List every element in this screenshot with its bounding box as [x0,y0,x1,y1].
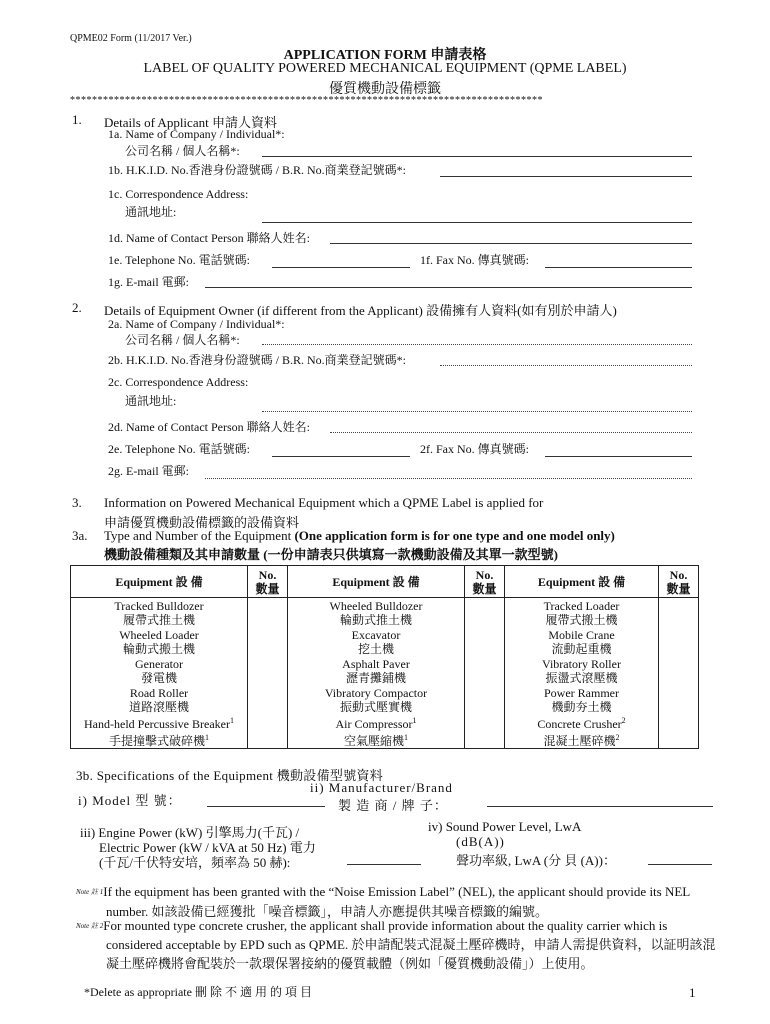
quantity-input[interactable] [248,598,288,628]
field-2g-input[interactable] [205,478,692,479]
equipment-name: Tracked Loader [543,598,620,613]
quantity-input[interactable] [248,685,288,714]
note-2-cont-2: 凝土壓碎機將會配裝於一款環保署接納的優質載體（例如「優質機動設備」）上使用。 [106,956,594,971]
section-1-number: 1. [72,112,82,127]
field-2a-label: 2a. Name of Company / Individual*: [108,317,285,331]
column-header-equipment: Equipment 設 備 [288,566,465,598]
equipment-name: Mobile Crane [548,627,615,642]
form-subtitle-cn: 優質機動設備標籤 [329,82,441,97]
section-3-heading: Information on Powered Mechanical Equipment which a QPME Label is applied for [104,495,544,510]
column-header-no [465,566,505,598]
note-1 [76,882,690,902]
equipment-name: Asphalt Paver [342,656,410,671]
quantity-input[interactable] [465,627,505,656]
field-2a-label-cn: 公司名稱 / 個人名稱*: [125,333,240,347]
equipment-cell [288,714,465,749]
field-2c-label: 2c. Correspondence Address: [108,375,249,389]
field-2c-label-cn: 通訊地址: [125,394,177,408]
equipment-cell [505,685,659,714]
field-sound-label-3: 聲功率級, LwA (分 貝 (A))： [456,853,616,868]
note-1-cont: number. 如該設備已經獲批「噪音標籤」，申請人亦應提供其噪音標籤的編號。 [106,904,548,919]
equipment-name: Concrete Crusher [537,717,622,731]
equipment-name: Tracked Bulldozer [114,598,204,613]
equipment-cell [505,656,659,685]
field-model-input[interactable] [207,806,325,807]
field-1e-label: 1e. Telephone No. 電話號碼: [108,253,250,267]
note-2 [76,916,667,936]
equipment-name-cn: 輪動式推土機 [339,612,412,627]
note-2-tag: Note 註 2 [76,922,104,930]
table-row [71,656,699,685]
column-header-equipment: Equipment 設 備 [505,566,659,598]
note-2-cont: considered acceptable by EPD such as QPME. 於申請配裝式混凝土壓碎機時，申請人需提供資料，以証明該混 [106,937,716,952]
equipment-cell [288,598,465,628]
equipment-name: Air Compressor [335,717,413,731]
table-header-row [71,566,699,598]
equipment-cell [71,656,248,685]
equipment-name: Vibratory Roller [542,656,621,671]
equipment-cell [288,656,465,685]
equipment-cell [288,685,465,714]
equipment-name-cn: 混凝土壓碎機 [543,734,616,748]
equipment-name: Road Roller [129,685,189,700]
field-1d-label: 1d. Name of Contact Person 聯絡人姓名: [108,231,310,245]
field-1f-input[interactable] [545,267,692,268]
footnote-marker: 1 [412,716,417,725]
column-header-no-cn: 數量 [666,581,691,596]
equipment-table-body [71,598,699,749]
footnote-marker: 2 [621,716,626,725]
field-2e-input[interactable] [272,456,410,457]
equipment-name-cn: 發電機 [140,670,177,685]
column-header-no-en: No. [669,567,688,582]
equipment-name-cn: 輪動式搬土機 [122,641,195,656]
field-1c-label-cn: 通訊地址: [125,205,177,219]
equipment-name-cn: 機動夯土機 [551,699,612,714]
equipment-name: Power Rammer [544,685,619,700]
field-2f-input[interactable] [545,456,692,457]
note-2-text: For mounted type concrete crusher, the applicant shall provide information about the quality carrier which is [103,918,668,933]
quantity-input[interactable] [659,714,699,749]
table-row [71,685,699,714]
table-row [71,627,699,656]
equipment-cell [505,627,659,656]
quantity-input[interactable] [248,656,288,685]
field-2d-input[interactable] [330,432,692,433]
equipment-cell [71,627,248,656]
table-row [71,714,699,749]
field-1c-label: 1c. Correspondence Address: [108,187,249,201]
column-header-no-cn: 數量 [472,581,497,596]
equipment-cell [71,598,248,628]
equipment-name-cn: 道路滾壓機 [128,699,189,714]
field-2d-label: 2d. Name of Contact Person 聯絡人姓名: [108,420,310,434]
column-header-no-en: No. [475,567,494,582]
field-power-label-3: (千瓦/千伏特安培，頻率為 50 赫): [99,855,291,870]
equipment-cell [71,714,248,749]
field-sound-label-1: iv) Sound Power Level, LwA [428,819,582,834]
field-1f-label: 1f. Fax No. 傳真號碼: [420,253,529,267]
equipment-name-cn: 手提撞擊式破碎機 [108,734,205,748]
section-3a-number: 3a. [72,528,88,543]
footnote-marker: 1 [404,733,408,742]
column-header-no [248,566,288,598]
page-number: 1 [689,985,696,1000]
quantity-input[interactable] [465,656,505,685]
section-3a-heading-cn: 機動設備種類及其申請數量 (一份申請表只供填寫一款機動設備及其單一款型號) [104,547,558,562]
equipment-name-cn: 振盪式滾壓機 [545,670,618,685]
section-2-heading: Details of Equipment Owner (if different from the Applicant) 設備擁有人資料(如有別於申請人) [104,303,617,318]
section-3a-heading-bold: (One application form is for one type and one model only) [294,528,615,543]
quantity-input[interactable] [465,685,505,714]
column-header-equipment: Equipment 設 備 [71,566,248,598]
quantity-input[interactable] [659,598,699,628]
field-2b-label: 2b. H.K.I.D. No.香港身份證號碼 / B.R. No.商業登記號碼*: [108,353,407,367]
equipment-name: Wheeled Loader [119,627,199,642]
form-code: QPME02 Form (11/2017 Ver.) [70,33,192,44]
equipment-name-cn: 履帶式推土機 [122,612,195,627]
note-1-text: If the equipment has been granted with the “Noise Emission Label” (NEL), the applicant should provide its NEL [103,884,691,899]
separator-stars: ************************************************************************************** [70,95,543,106]
equipment-table [70,565,699,749]
equipment-name: Hand-held Percussive Breaker [84,717,230,731]
field-2b-input[interactable] [440,365,692,366]
field-sound-label-2: (dB(A)) [456,834,505,849]
footnote-marker: 1 [205,733,209,742]
column-header-no-cn: 數量 [255,581,280,596]
section-3a-heading [104,528,615,544]
form-subtitle: LABEL OF QUALITY POWERED MECHANICAL EQUIPMENT (QPME LABEL) [143,61,627,76]
column-header-no [659,566,699,598]
field-power-input[interactable] [347,864,421,865]
field-1a-label-cn: 公司名稱 / 個人名稱*: [125,144,240,158]
field-1d-input[interactable] [330,243,692,244]
field-2f-label: 2f. Fax No. 傳真號碼: [420,442,529,456]
field-1a-input[interactable] [262,156,692,157]
equipment-name: Vibratory Compactor [324,685,428,700]
equipment-name: Excavator [351,627,401,642]
quantity-input[interactable] [248,714,288,749]
field-manufacturer-label: ii) Manufacturer/Brand [310,780,453,795]
field-2e-label: 2e. Telephone No. 電話號碼: [108,442,250,456]
equipment-cell [505,714,659,749]
equipment-name-cn: 空氣壓縮機 [343,734,404,748]
note-1-tag: Note 註 1 [76,888,104,896]
field-1b-label: 1b. H.K.I.D. No.香港身份證號碼 / B.R. No.商業登記號碼*: [108,163,407,177]
field-power-label-1: iii) Engine Power (kW) 引擎馬力(千瓦) / [80,825,300,840]
equipment-name-cn: 流動起重機 [551,641,612,656]
quantity-input[interactable] [659,627,699,656]
delete-note: *Delete as appropriate 刪 除 不 適 用 的 項 目 [84,985,312,999]
equipment-cell [505,598,659,628]
quantity-input[interactable] [659,656,699,685]
table-row [71,598,699,628]
equipment-name-cn: 履帶式搬土機 [545,612,618,627]
equipment-cell [288,627,465,656]
field-1e-input[interactable] [272,267,410,268]
equipment-name-cn: 振動式壓實機 [339,699,412,714]
section-1-heading: Details of Applicant 申請人資料 [104,115,277,130]
field-2c-input[interactable] [262,411,692,412]
column-header-no-en: No. [258,567,277,582]
section-3a-heading-text: Type and Number of the Equipment [104,528,295,543]
equipment-name: Generator [135,656,183,671]
field-manufacturer-input[interactable] [487,806,713,807]
quantity-input[interactable] [248,627,288,656]
equipment-name-cn: 挖土機 [357,641,394,656]
field-model-label: i) Model 型 號： [78,793,182,808]
field-1c-input[interactable] [262,222,692,223]
footnote-marker: 2 [615,733,620,742]
quantity-input[interactable] [659,685,699,714]
field-1a-label: 1a. Name of Company / Individual*: [108,127,285,141]
quantity-input[interactable] [465,714,505,749]
footnote-marker: 1 [229,716,234,725]
equipment-name-cn: 瀝青攤鋪機 [345,670,406,685]
field-2g-label: 2g. E-mail 電郵: [108,464,189,478]
section-2-number: 2. [72,300,82,315]
field-manufacturer-label-cn: 製 造 商 / 牌 子： [338,798,448,813]
section-3-number: 3. [72,495,82,510]
field-1b-input[interactable] [440,176,692,177]
section-3-heading-cn: 申請優質機動設備標籤的設備資料 [104,515,300,530]
field-power-label-2: Electric Power (kW / kVA at 50 Hz) 電力 [99,840,316,855]
section-3b-heading: 3b. Specifications of the Equipment 機動設備型號資料 [76,768,384,783]
field-1g-label: 1g. E-mail 電郵: [108,275,189,289]
quantity-input[interactable] [465,598,505,628]
form-title: APPLICATION FORM 申請表格 [283,48,487,63]
equipment-name: Wheeled Bulldozer [329,598,423,613]
field-2a-input[interactable] [262,344,692,345]
field-sound-input[interactable] [648,864,712,865]
field-1g-input[interactable] [205,287,692,288]
equipment-cell [71,685,248,714]
